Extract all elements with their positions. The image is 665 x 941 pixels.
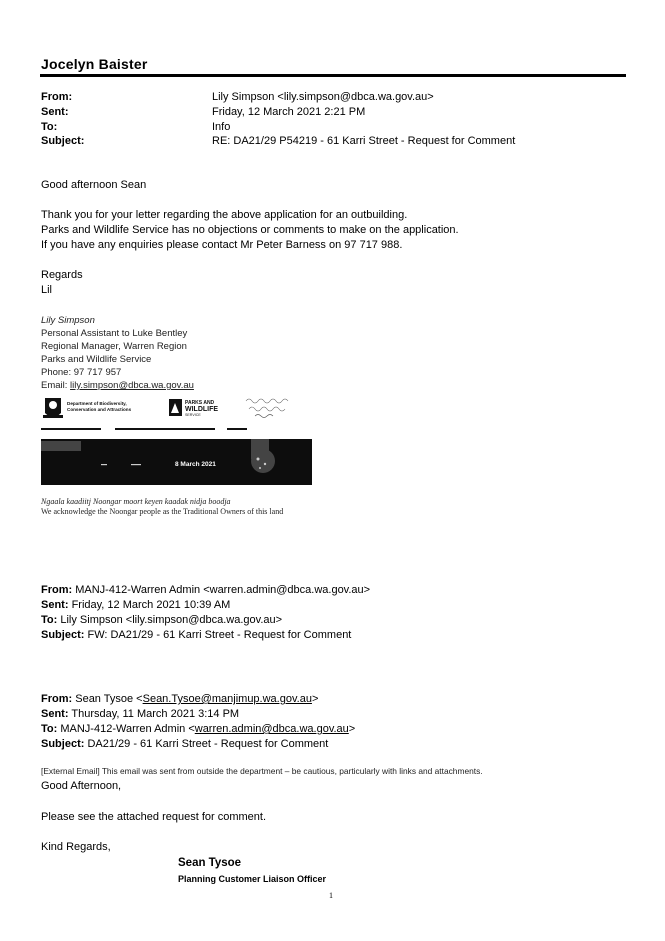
signature-banner: [41, 395, 312, 487]
fwd2-to-email-link[interactable]: warren.admin@dbca.wa.gov.au: [194, 723, 349, 735]
subject-value: RE: DA21/29 P54219 - 61 Karri Street - Request for Comment: [212, 135, 516, 147]
sender-title: Planning Customer Liaison Officer: [178, 874, 327, 884]
sender-name: Sean Tysoe: [178, 857, 242, 869]
signature-role-2: Regional Manager, Warren Region: [41, 341, 187, 352]
page-number: 1: [329, 891, 333, 900]
greeting-2: Good Afternoon,: [41, 780, 122, 792]
fwd2-to: To: MANJ-412-Warren Admin <warren.admin@dbca.wa.gov.au>: [41, 723, 356, 735]
document-title: Jocelyn Baister: [41, 56, 148, 72]
handwritten-scribble-icon: [246, 399, 288, 418]
body-line-3: If you have any enquiries please contact Mr Peter Barness on 97 717 988.: [41, 239, 403, 251]
banner-date: 8 March 2021: [175, 461, 216, 468]
fwd1-sent: Sent: Friday, 12 March 2021 10:39 AM: [41, 599, 231, 611]
parks-wildlife-logo-icon: [169, 399, 182, 416]
fwd1-to: To: Lily Simpson <lily.simpson@dbca.wa.gov.au>: [41, 614, 283, 626]
logo-parks-line-3: SERVICE: [185, 413, 201, 417]
acknowledgement-english: We acknowledge the Noongar people as the Traditional Owners of this land: [41, 507, 284, 516]
signature-email-label: Email:: [41, 380, 68, 391]
logo-dept-line-1: Department of Biodiversity,: [67, 401, 127, 406]
greeting: Good afternoon Sean: [41, 179, 147, 191]
external-email-notice: [External Email] This email was sent from outside the department – be cautious, particularly with links and attachments.: [41, 766, 483, 776]
body-line-2: Parks and Wildlife Service has no objections or comments to make on the application.: [41, 224, 459, 236]
body2-line-1: Please see the attached request for comment.: [41, 811, 267, 823]
logo-parks-line-2: WILDLIFE: [185, 406, 219, 413]
fwd1-from: From: MANJ-412-Warren Admin <warren.admin@dbca.wa.gov.au>: [41, 584, 371, 596]
fwd2-subject: Subject: DA21/29 - 61 Karri Street - Request for Comment: [41, 738, 329, 750]
to-label: To:: [41, 121, 58, 133]
signature-email-link[interactable]: lily.simpson@dbca.wa.gov.au: [70, 380, 194, 391]
from-label: From:: [41, 91, 73, 103]
signature-email-row: [41, 379, 194, 392]
fwd1-subject: Subject: FW: DA21/29 - 61 Karri Street - Request for Comment: [41, 629, 352, 641]
closing: Kind Regards,: [41, 841, 111, 853]
fwd2-from-email-link[interactable]: Sean.Tysoe@manjimup.wa.gov.au: [142, 693, 312, 705]
banner-graphic: [41, 395, 312, 487]
logo-parks-line-1: PARKS AND: [185, 400, 215, 406]
acknowledgement-noongar: Ngaala kaadiitj Noongar moort keyen kaadak nidja boodja: [41, 497, 231, 506]
sent-label: Sent:: [41, 106, 69, 118]
regards: Regards: [41, 269, 83, 281]
signature-org: Parks and Wildlife Service: [41, 354, 152, 365]
logo-dept-line-2: Conservation and Attractions: [67, 407, 132, 412]
signature-role-1: Personal Assistant to Luke Bentley: [41, 328, 188, 339]
wa-crest-icon: [43, 398, 63, 418]
from-value: Lily Simpson <lily.simpson@dbca.wa.gov.au>: [212, 91, 434, 103]
fwd2-from: From: Sean Tysoe <Sean.Tysoe@manjimup.wa.gov.au>: [41, 693, 319, 705]
fwd2-sent: Sent: Thursday, 11 March 2021 3:14 PM: [41, 708, 240, 720]
signature-phone: Phone: 97 717 957: [41, 367, 122, 378]
signature-name: Lily Simpson: [41, 315, 95, 326]
sent-value: Friday, 12 March 2021 2:21 PM: [212, 106, 366, 118]
body-line-1: Thank you for your letter regarding the above application for an outbuilding.: [41, 209, 408, 221]
sender-short-name: Lil: [41, 284, 53, 296]
title-divider: [40, 74, 626, 77]
to-value: Info: [212, 121, 231, 133]
subject-label: Subject:: [41, 135, 85, 147]
